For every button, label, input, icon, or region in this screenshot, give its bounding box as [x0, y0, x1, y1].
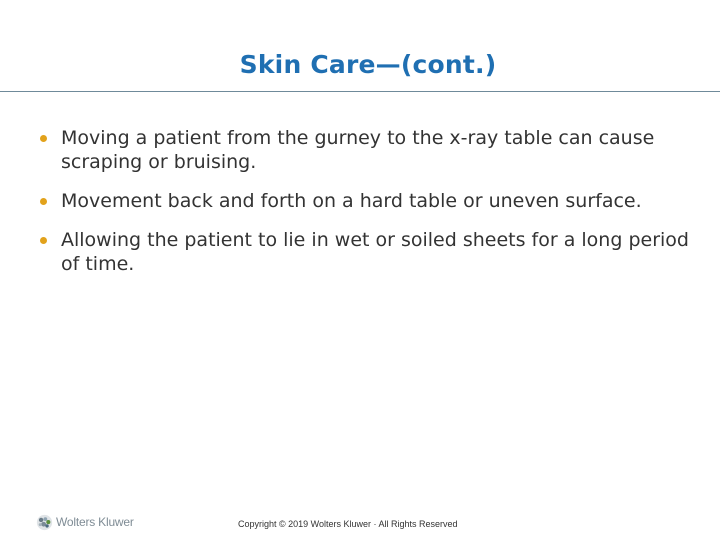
bullet-text: Allowing the patient to lie in wet or soiled sheets for a long period of time. [61, 229, 689, 275]
bullet-dot-icon [40, 237, 47, 244]
bullet-item [40, 126, 710, 174]
bullet-dot-icon [40, 198, 47, 205]
copyright-notice: Copyright © 2019 Wolters Kluwer · All Rights Reserved [238, 519, 458, 529]
wolters-kluwer-logo-icon [36, 514, 53, 531]
bullet-dot-icon [40, 135, 47, 142]
title-divider [0, 91, 720, 92]
bullet-item [40, 189, 710, 213]
wolters-kluwer-logo [36, 512, 134, 532]
bullet-list [40, 126, 710, 291]
slide-title: Skin Care—(cont.) [239, 50, 497, 79]
bullet-text: Movement back and forth on a hard table or uneven surface. [61, 190, 642, 212]
logo-text: Wolters Kluwer [56, 515, 134, 529]
bullet-item [40, 228, 710, 276]
bullet-text: Moving a patient from the gurney to the x-ray table can cause scraping or bruising. [61, 127, 655, 173]
